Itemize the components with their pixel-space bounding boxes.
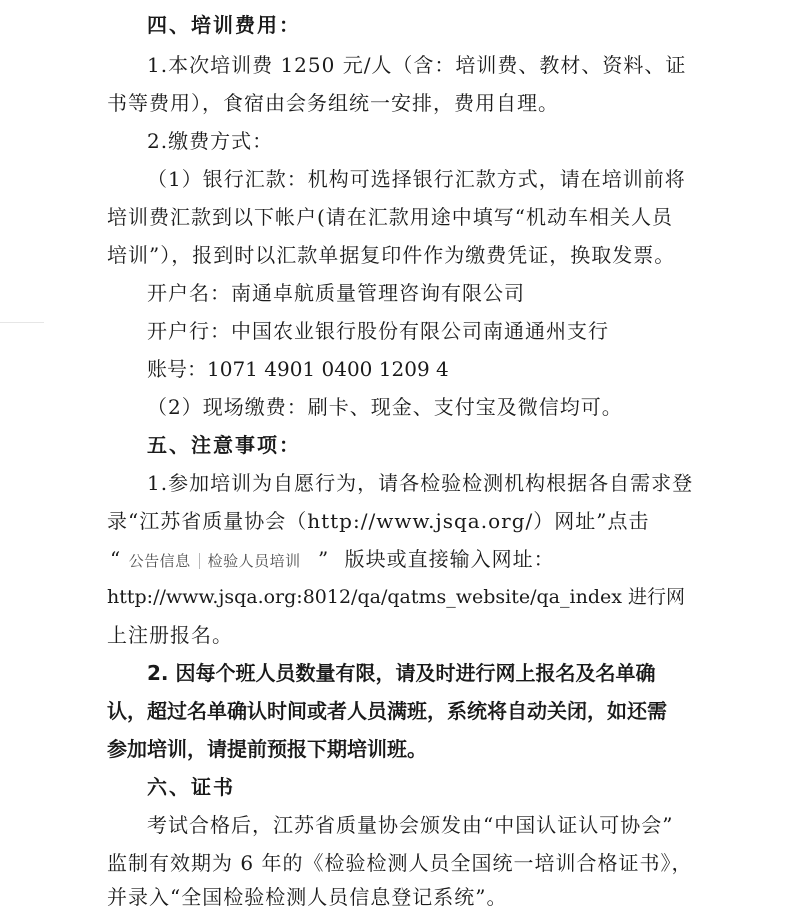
account-number: 账号：1071 4901 0400 1209 4: [147, 357, 449, 381]
certificate-heading: 六、证书: [147, 775, 235, 799]
notes-heading: 五、注意事项：: [147, 433, 301, 457]
fee-item-2-1-line-1: （1）银行汇款：机构可选择银行汇款方式，请在培训前将: [147, 167, 686, 191]
website-nav-badge: [129, 548, 301, 574]
fee-item-2: 2.缴费方式：: [147, 129, 274, 153]
note-2-line-1: 2. 因每个班人员数量有限，请及时进行网上报名及名单确: [147, 661, 656, 685]
fee-heading: 四、培训费用：: [147, 13, 301, 37]
certificate-line-2: 监制有效期为 6 年的《检验检测人员全国统一培训合格证书》，: [107, 851, 693, 875]
fee-item-2-2: （2）现场缴费：刷卡、现金、支付宝及微信均可。: [147, 395, 623, 419]
note-1-line-1: 1.参加培训为自愿行为，请各检验检测机构根据各自需求登: [147, 471, 694, 495]
scan-edge-line: [0, 322, 44, 323]
note-1-line-3-tail: 版块或直接输入网址：: [344, 547, 555, 571]
fee-item-2-1-line-3: 培训”），报到时以汇款单据复印件作为缴费凭证，换取发票。: [107, 243, 676, 267]
bank-name: 开户行：中国农业银行股份有限公司南通通州支行: [147, 319, 609, 343]
nav-label-inspector-training: 检验人员培训: [207, 552, 301, 570]
fee-item-1-line-2: 书等费用），食宿由会务组统一安排，费用自理。: [107, 91, 559, 115]
fee-item-2-1-line-2: 培训费汇款到以下帐户(请在汇款用途中填写“机动车相关人员: [107, 205, 674, 229]
note-1-line-5: 上注册报名。: [107, 623, 233, 647]
certificate-line-3: 并录入“全国检验检测人员信息登记系统”。: [107, 885, 508, 909]
quote-open: “: [110, 547, 122, 571]
account-name: 开户名：南通卓航质量管理咨询有限公司: [147, 281, 525, 305]
note-1-line-3: [110, 546, 555, 574]
note-2-line-3: 参加培训，请提前预报下期培训班。: [107, 737, 427, 761]
nav-label-announcements: 公告信息: [128, 552, 191, 570]
note-2-line-2: 认，超过名单确认时间或者人员满班，系统将自动关闭，如还需: [107, 699, 667, 723]
quote-close: ”: [317, 547, 330, 571]
certificate-line-1: 考试合格后，江苏省质量协会颁发由“中国认证认可协会”: [147, 813, 674, 837]
note-1-line-2: 录“江苏省质量协会（http://www.jsqa.org/）网址”点击: [107, 509, 650, 533]
note-1-line-4: http://www.jsqa.org:8012/qa/qatms_website/qa_index 进行网: [107, 586, 685, 608]
fee-item-1-line-1: 1.本次培训费 1250 元/人（含：培训费、教材、资料、证: [147, 53, 687, 77]
nav-divider: [199, 553, 200, 569]
